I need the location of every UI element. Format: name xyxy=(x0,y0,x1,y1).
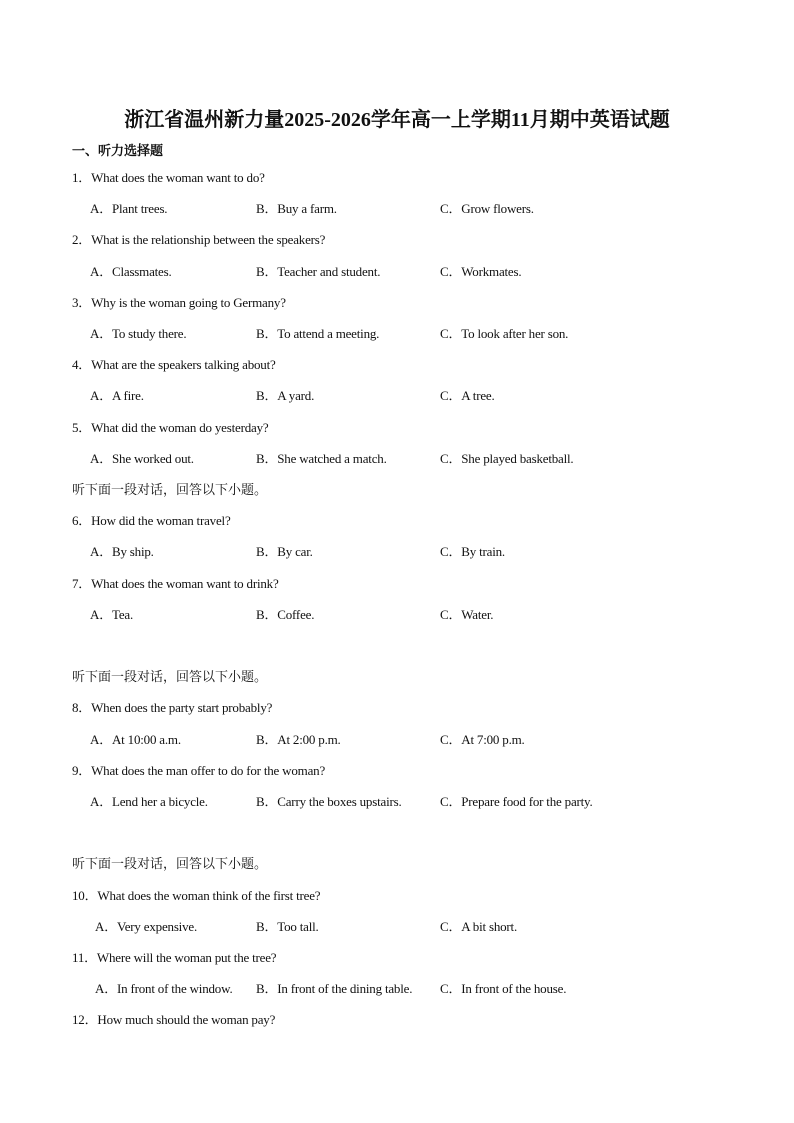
option-c: C．A bit short. xyxy=(440,919,518,934)
question-5 xyxy=(72,417,268,436)
question-1 xyxy=(72,167,265,186)
option-c: C．Grow flowers. xyxy=(440,201,534,216)
option-c: C．Water. xyxy=(440,607,494,622)
document-title: 浙江省温州新力量2025-2026学年高一上学期11月期中英语试题 xyxy=(124,109,670,131)
listening-instruction: 听下面一段对话，回答以下小题。 xyxy=(72,670,268,685)
question-text: When does the party start probably? xyxy=(91,700,273,715)
option-a: A．In front of the window. xyxy=(95,981,233,996)
question-number: 9． xyxy=(72,763,92,778)
option-a: A．By ship. xyxy=(90,544,154,559)
option-b: B．She watched a match. xyxy=(256,451,387,466)
option-a: A．To study there. xyxy=(90,326,187,341)
question-text: Why is the woman going to Germany? xyxy=(91,295,286,310)
section-heading: 一、听力选择题 xyxy=(72,144,164,159)
option-b: B．Too tall. xyxy=(256,919,319,934)
option-b: B．Buy a farm. xyxy=(256,201,337,216)
option-c: C．At 7:00 p.m. xyxy=(440,732,525,747)
listening-instruction: 听下面一段对话，回答以下小题。 xyxy=(72,857,268,872)
option-a: A．She worked out. xyxy=(90,451,194,466)
question-text: What are the speakers talking about? xyxy=(91,357,276,372)
question-text: What does the woman think of the first tree? xyxy=(97,888,321,903)
option-b: B．By car. xyxy=(256,544,313,559)
option-a: A．At 10:00 a.m. xyxy=(90,732,181,747)
option-b: B．Teacher and student. xyxy=(256,264,381,279)
question-12 xyxy=(72,1009,275,1028)
question-number: 12． xyxy=(72,1012,98,1027)
question-9 xyxy=(72,760,325,779)
question-text: What does the woman want to drink? xyxy=(91,576,279,591)
question-7 xyxy=(72,573,279,592)
question-2 xyxy=(72,229,325,248)
question-number: 8． xyxy=(72,700,92,715)
question-text: How did the woman travel? xyxy=(91,513,231,528)
question-number: 5． xyxy=(72,420,92,435)
option-a: A．Tea. xyxy=(90,607,134,622)
question-number: 6． xyxy=(72,513,92,528)
question-number: 7． xyxy=(72,576,92,591)
option-c: C．She played basketball. xyxy=(440,451,574,466)
question-4 xyxy=(72,354,276,373)
question-8 xyxy=(72,697,272,716)
option-b: B．A yard. xyxy=(256,388,315,403)
question-text: How much should the woman pay? xyxy=(97,1012,276,1027)
option-a: A．Plant trees. xyxy=(90,201,168,216)
listening-instruction: 听下面一段对话，回答以下小题。 xyxy=(72,483,268,498)
option-b: B．In front of the dining table. xyxy=(256,981,413,996)
option-a: A．Very expensive. xyxy=(95,919,198,934)
question-text: What does the woman want to do? xyxy=(91,170,265,185)
question-10 xyxy=(72,885,320,904)
question-text: What did the woman do yesterday? xyxy=(91,420,269,435)
question-number: 2． xyxy=(72,232,92,247)
question-text: What does the man offer to do for the woman? xyxy=(91,763,326,778)
option-b: B．To attend a meeting. xyxy=(256,326,380,341)
option-a: A．Classmates. xyxy=(90,264,172,279)
option-c: C．Workmates. xyxy=(440,264,522,279)
option-b: B．At 2:00 p.m. xyxy=(256,732,341,747)
option-b: B．Carry the boxes upstairs. xyxy=(256,794,402,809)
question-11 xyxy=(72,947,276,966)
option-c: C．In front of the house. xyxy=(440,981,567,996)
option-c: C．A tree. xyxy=(440,388,495,403)
option-b: B．Coffee. xyxy=(256,607,315,622)
question-text: Where will the woman put the tree? xyxy=(96,950,277,965)
option-c: C．Prepare food for the party. xyxy=(440,794,593,809)
question-3 xyxy=(72,292,286,311)
option-a: A．Lend her a bicycle. xyxy=(90,794,208,809)
question-6 xyxy=(72,510,231,529)
question-number: 3． xyxy=(72,295,92,310)
option-a: A．A fire. xyxy=(90,388,144,403)
option-c: C．By train. xyxy=(440,544,505,559)
question-number: 1． xyxy=(72,170,92,185)
option-c: C．To look after her son. xyxy=(440,326,569,341)
question-number: 10． xyxy=(72,888,98,903)
question-text: What is the relationship between the speakers? xyxy=(91,232,326,247)
question-number: 4． xyxy=(72,357,92,372)
question-number: 11． xyxy=(72,950,97,965)
